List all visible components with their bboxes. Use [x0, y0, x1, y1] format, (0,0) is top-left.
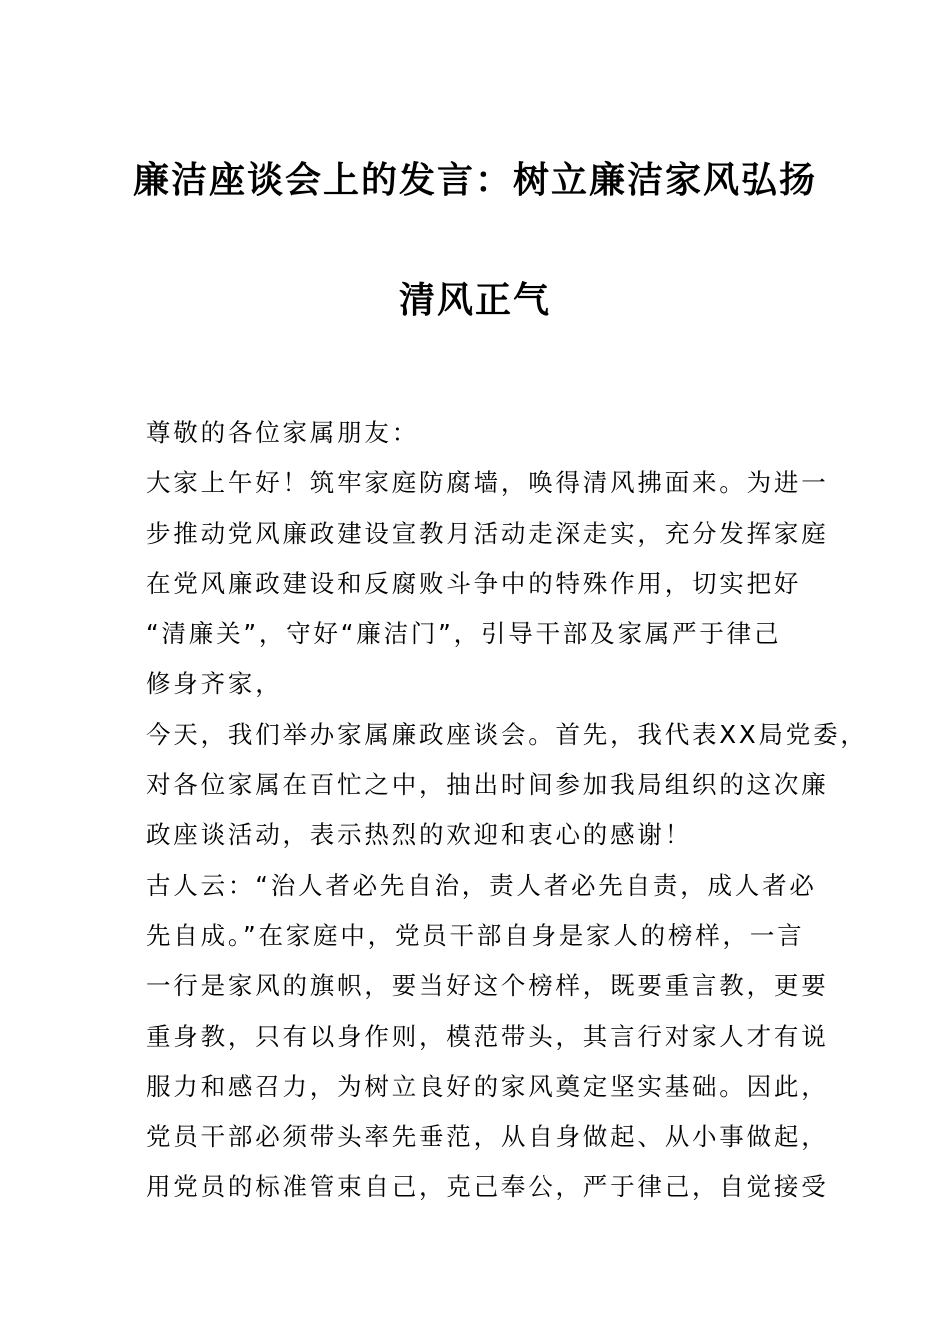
body-line: 大家上午好！筑牢家庭防腐墙，唤得清风拂面来。为进一 — [146, 468, 829, 498]
body-line: 尊敬的各位家属朋友： — [146, 418, 419, 447]
body-line: 先自成。”在家庭中，党员干部自身是家人的榜样，一言 — [146, 920, 805, 950]
body-line: 在党风廉政建设和反腐败斗争中的特殊作用，切实把好 — [146, 568, 802, 598]
body-line: 党员干部必须带头率先垂范，从自身做起、从小事做起， — [146, 1122, 829, 1152]
body-line: 一行是家风的旗帜，要当好这个榜样，既要重言教，更要 — [146, 971, 829, 1001]
body-line: 步推动党风廉政建设宣教月活动走深走实，充分发挥家庭 — [146, 518, 829, 548]
body-line: 重身教，只有以身作则，模范带头，其言行对家人才有说 — [146, 1021, 829, 1051]
body-line: 政座谈活动，表示热烈的欢迎和衷心的感谢！ — [146, 820, 692, 850]
body-line: 今天，我们举办家属廉政座谈会。首先，我代表XX局党委， — [146, 719, 868, 749]
body-line: 服力和感召力，为树立良好的家风奠定坚实基础。因此， — [146, 1071, 829, 1101]
body-line: 古人云：“治人者必先自治，责人者必先自责，成人者必 — [146, 870, 817, 900]
document-title-line-2: 清风正气 — [398, 279, 551, 321]
body-line: 修身齐家， — [146, 669, 283, 699]
body-line: 对各位家属在百忙之中，抽出时间参加我局组织的这次廉 — [146, 770, 829, 800]
body-line: 用党员的标准管束自己，克己奉公，严于律己，自觉接受 — [146, 1172, 829, 1202]
document-body — [146, 408, 868, 1213]
document-title-line-1: 廉洁座谈会上的发言：树立廉洁家风弘扬 — [132, 159, 817, 201]
body-line: “清廉关”，守好“廉洁门”，引导干部及家属严于律己 — [146, 619, 782, 649]
